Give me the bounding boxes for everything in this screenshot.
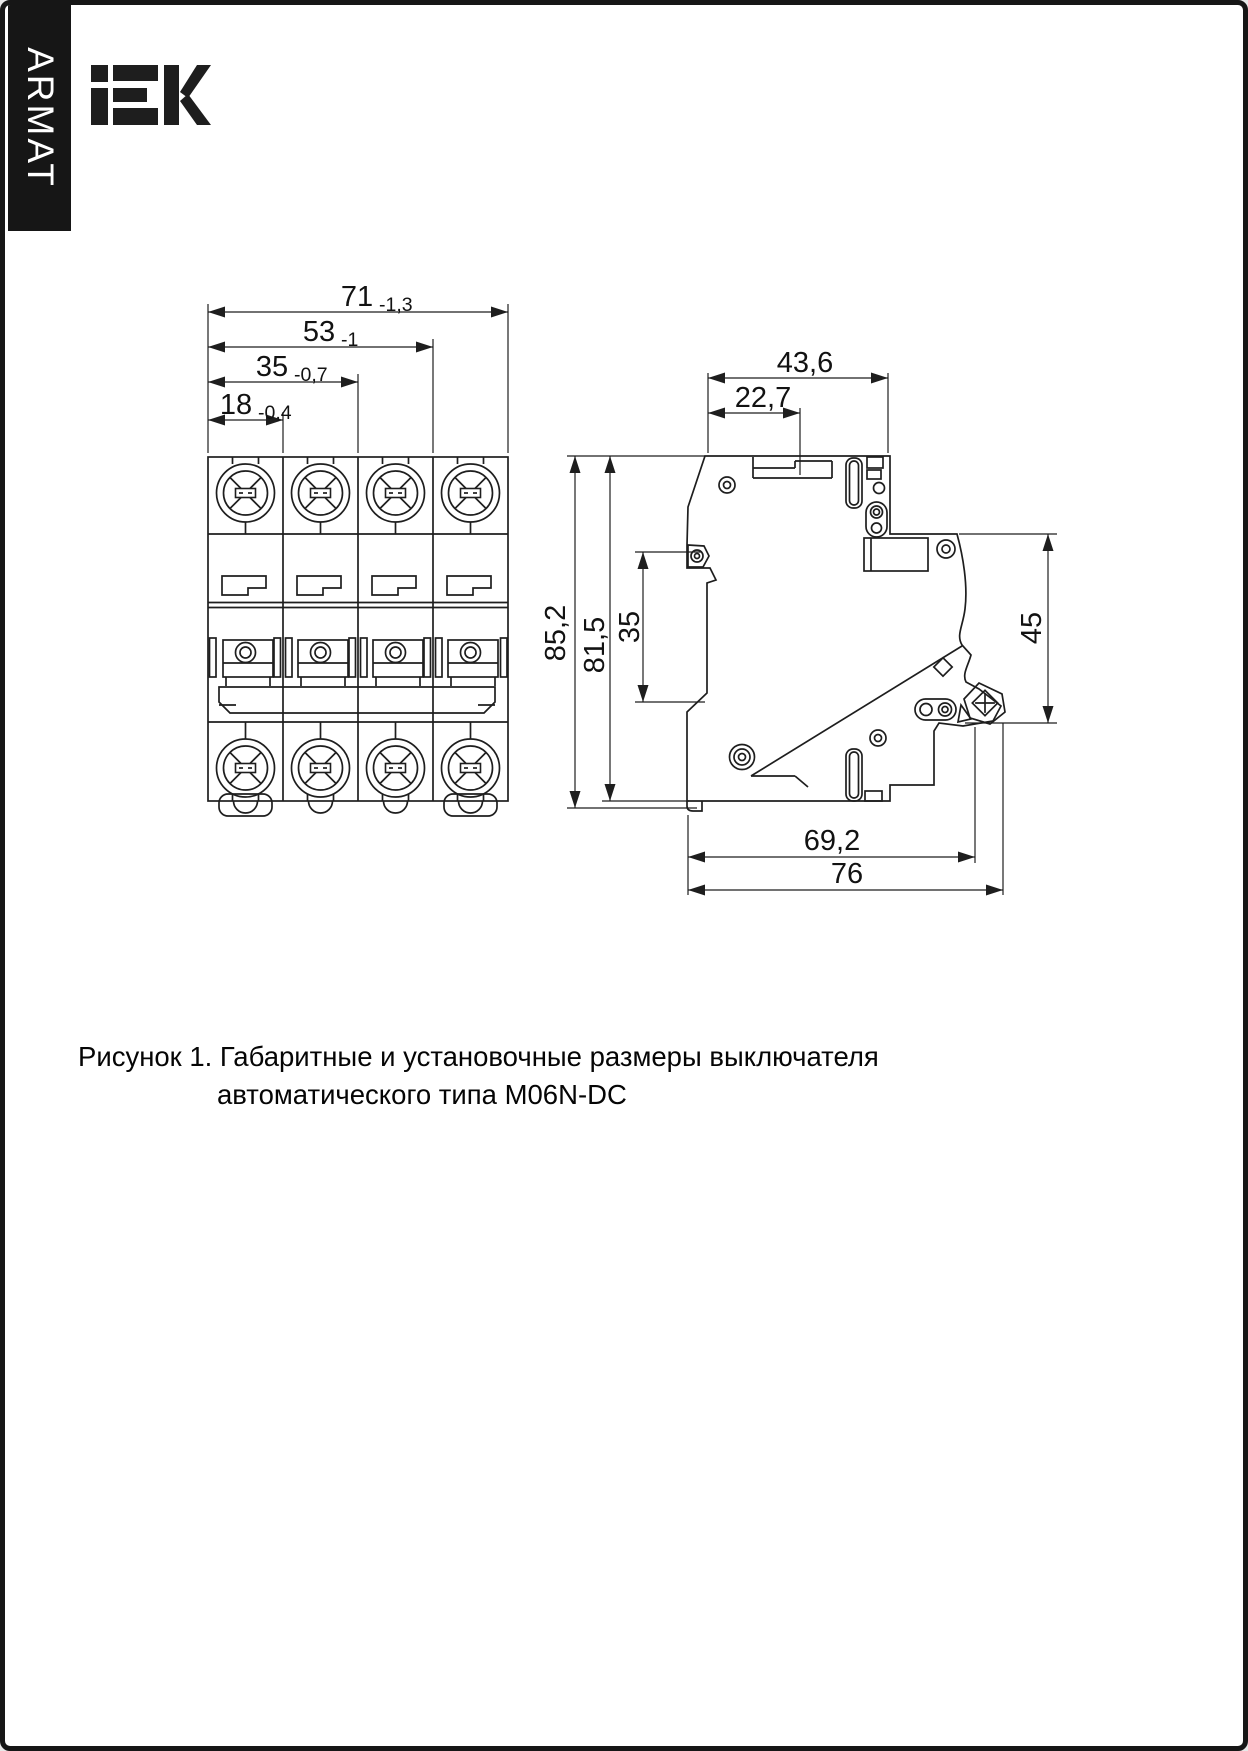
dim-height-85-2: 85,2 bbox=[540, 604, 572, 662]
dim-width-53-tol: -1 bbox=[341, 329, 359, 351]
dim-depth-22-7: 22,7 bbox=[734, 382, 792, 414]
dim-width-53: 53 bbox=[302, 316, 336, 348]
dim-depth-76: 76 bbox=[830, 858, 864, 890]
dim-width-71: 71 bbox=[340, 281, 374, 313]
dim-height-45: 45 bbox=[1016, 611, 1048, 645]
figure-drawing bbox=[5, 5, 1248, 1005]
dim-depth-43-6: 43,6 bbox=[776, 347, 834, 379]
figure-caption bbox=[78, 1038, 938, 1114]
caption-line-2: автоматического типа M06N-DC bbox=[217, 1079, 627, 1110]
side-view bbox=[540, 347, 1057, 896]
dim-width-35: 35 bbox=[255, 351, 289, 383]
dim-width-71-tol: -1,3 bbox=[379, 294, 413, 316]
dim-width-18: 18 bbox=[219, 389, 253, 421]
dim-height-35: 35 bbox=[614, 610, 646, 644]
dim-width-18-tol: -0,4 bbox=[258, 402, 292, 424]
dim-width-35-tol: -0,7 bbox=[294, 364, 328, 386]
dim-depth-69-2: 69,2 bbox=[803, 825, 861, 857]
dim-height-81-5: 81,5 bbox=[579, 616, 611, 674]
caption-line-1: Рисунок 1. Габаритные и установочные размеры выключателя bbox=[78, 1041, 879, 1072]
armat-vertical-text: ARMAT bbox=[19, 47, 61, 189]
front-view bbox=[208, 281, 508, 816]
